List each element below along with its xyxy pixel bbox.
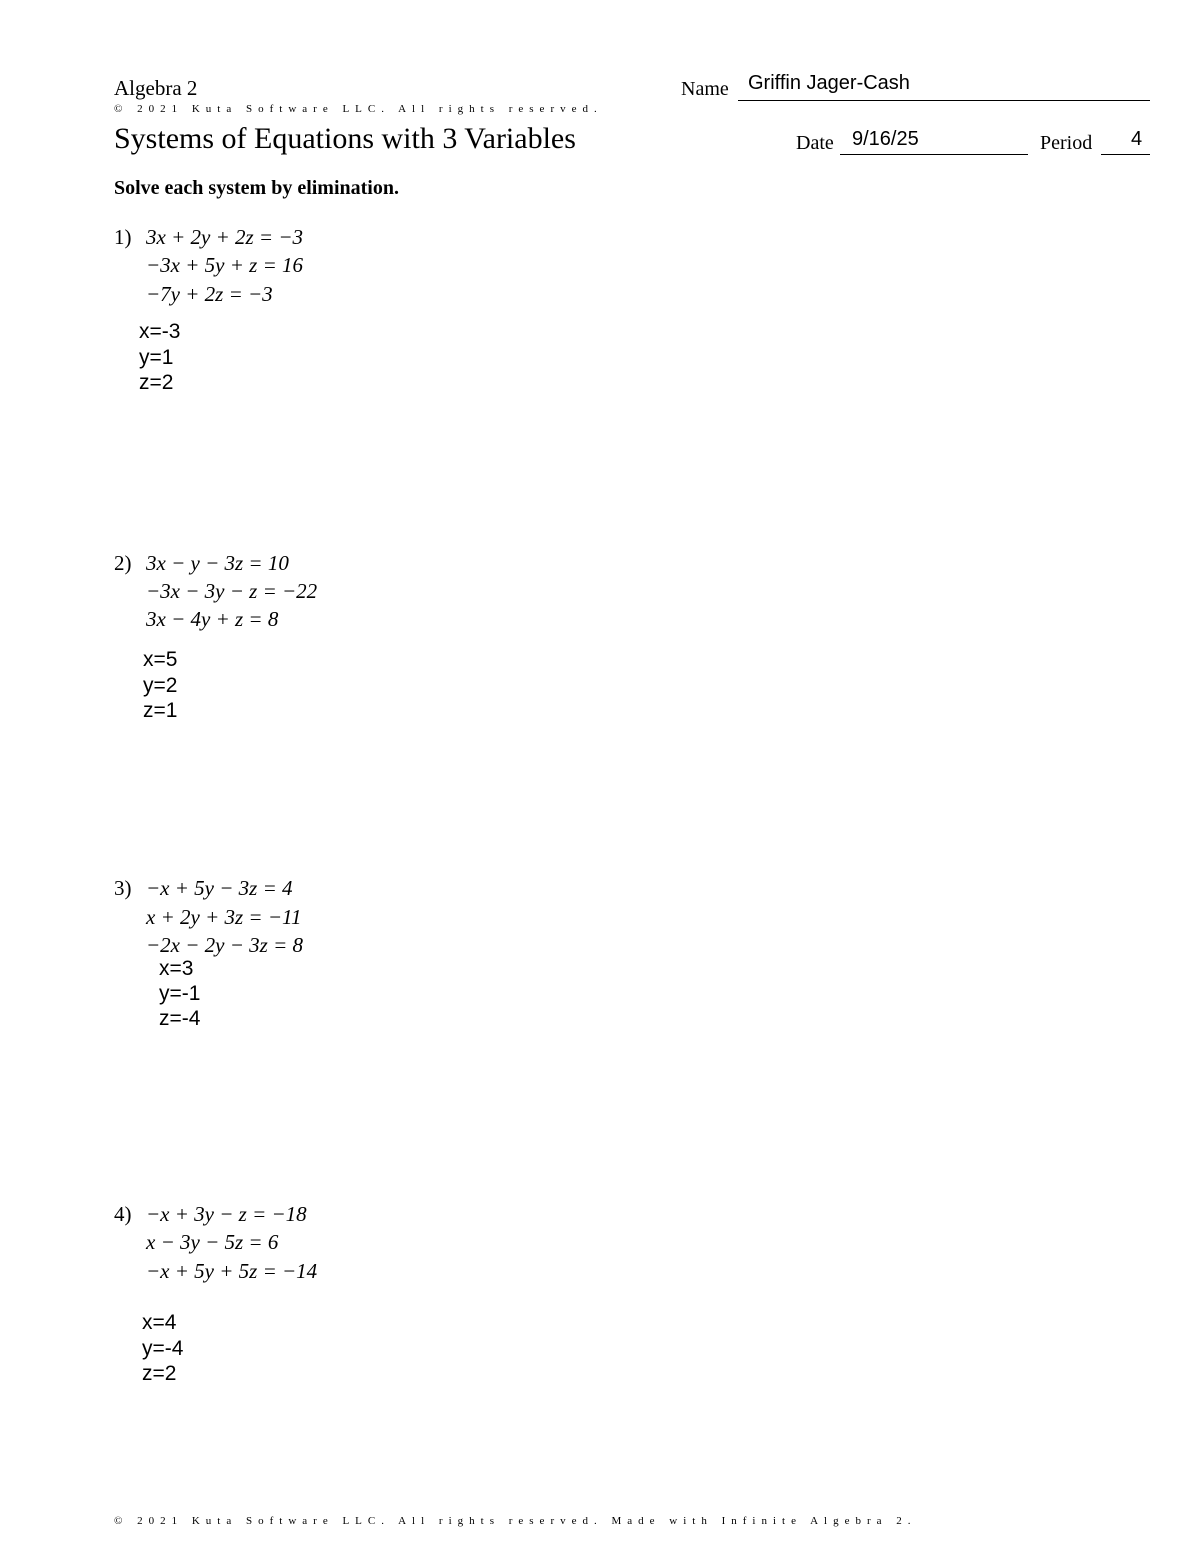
equation: 3x − y − 3z = 10 (146, 551, 289, 575)
problem-number: 4) (114, 1202, 132, 1226)
copyright-notice-top: © 2021 Kuta Software LLC. All rights reserved. (114, 103, 603, 115)
name-field[interactable]: Griffin Jager-Cash (748, 72, 910, 94)
equation: −3x + 5y + z = 16 (146, 253, 303, 277)
course-label: Algebra 2 (114, 76, 198, 100)
equation: x − 3y − 5z = 6 (146, 1230, 279, 1254)
answer-y[interactable]: y=1 (139, 346, 174, 369)
equation: 3x + 2y + 2z = −3 (146, 225, 303, 249)
date-underline (840, 154, 1028, 155)
equation: x + 2y + 3z = −11 (146, 905, 302, 929)
date-label: Date (796, 132, 834, 154)
problem-number: 2) (114, 551, 132, 575)
copyright-notice-bottom: © 2021 Kuta Software LLC. All rights reserved. Made with Infinite Algebra 2. (114, 1515, 917, 1527)
answer-z[interactable]: z=2 (142, 1362, 177, 1385)
instructions: Solve each system by elimination. (114, 177, 399, 199)
name-underline (738, 100, 1150, 101)
date-field[interactable]: 9/16/25 (852, 128, 919, 150)
equation: −7y + 2z = −3 (146, 282, 273, 306)
page-title: Systems of Equations with 3 Variables (114, 122, 576, 155)
problem-number: 3) (114, 876, 132, 900)
equation: −x + 5y + 5z = −14 (146, 1259, 318, 1283)
equation: −3x − 3y − z = −22 (146, 579, 318, 603)
problem-number: 1) (114, 225, 132, 249)
answer-x[interactable]: x=4 (142, 1311, 177, 1334)
answer-z[interactable]: z=1 (143, 699, 178, 722)
answer-y[interactable]: y=-1 (159, 982, 201, 1005)
answer-y[interactable]: y=-4 (142, 1337, 184, 1360)
answer-x[interactable]: x=-3 (139, 320, 181, 343)
equation: −2x − 2y − 3z = 8 (146, 933, 303, 957)
name-label: Name (681, 78, 729, 100)
answer-x[interactable]: x=5 (143, 648, 178, 671)
answer-x[interactable]: x=3 (159, 957, 194, 980)
answer-z[interactable]: z=2 (139, 371, 174, 394)
answer-z[interactable]: z=-4 (159, 1007, 201, 1030)
equation: −x + 3y − z = −18 (146, 1202, 307, 1226)
answer-y[interactable]: y=2 (143, 674, 178, 697)
period-label: Period (1040, 132, 1093, 154)
period-underline (1101, 154, 1150, 155)
period-field[interactable]: 4 (1131, 128, 1143, 150)
equation: −x + 5y − 3z = 4 (146, 876, 293, 900)
equation: 3x − 4y + z = 8 (146, 607, 279, 631)
